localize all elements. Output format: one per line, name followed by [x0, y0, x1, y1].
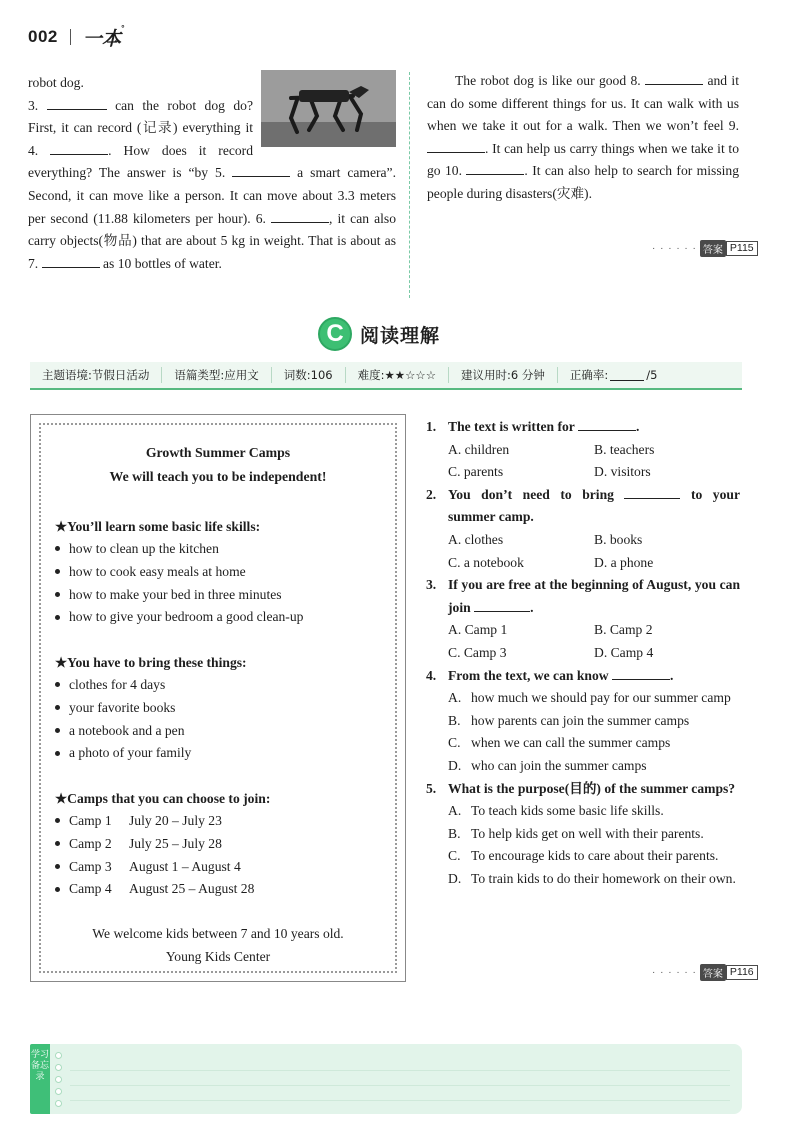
- brand-logo: 一本°: [82, 23, 125, 50]
- ad-dotted-border: [39, 423, 397, 973]
- option[interactable]: C. parents: [448, 464, 504, 480]
- header-divider: [70, 29, 71, 45]
- blank-7: [42, 254, 100, 268]
- question-2: 2. You don’t need to bring to your summer camp.: [426, 486, 740, 525]
- question-1-options: [426, 439, 740, 484]
- camps-heading: ★Camps that you can choose to join:: [55, 791, 271, 806]
- question-4: 4. From the text, we can know .: [426, 667, 674, 683]
- cloze-passage-left: [28, 72, 396, 275]
- page-header: [28, 22, 125, 52]
- robot-dog-photo: [261, 70, 396, 147]
- summer-camp-ad: [30, 414, 406, 982]
- option[interactable]: A. To teach kids some basic life skills.: [448, 803, 664, 819]
- list-item: how to clean up the kitchen: [55, 538, 303, 561]
- blank-8: [645, 71, 703, 85]
- answer-page: P116: [726, 965, 758, 980]
- ad-footer-org: Young Kids Center: [165, 949, 271, 964]
- info-genre: 语篇类型:应用文: [162, 367, 271, 383]
- info-time: 建议用时:6 分钟: [449, 367, 558, 383]
- answer-page: P115: [726, 241, 758, 256]
- list-item: your favorite books: [55, 697, 247, 720]
- option[interactable]: A. Camp 1: [448, 622, 508, 638]
- answer-ref-p116[interactable]: · · · · · · 答案 P116: [652, 964, 758, 981]
- question-2-options: [426, 529, 740, 574]
- column-divider: [409, 72, 410, 298]
- reading-info-bar: [30, 362, 742, 390]
- option[interactable]: D. To train kids to do their homework on their own.: [448, 870, 736, 886]
- info-words: 词数:106: [272, 367, 346, 383]
- cloze-line-1: robot dog.: [28, 75, 84, 90]
- camp-row: Camp 3 August 1 – August 4: [55, 856, 270, 879]
- page-number: 002: [28, 27, 58, 46]
- cloze-passage-right: The robot dog is like our good 8. and it can do some different things for us. It can walk with us when we take it out for a walk. Then we won’t feel 9. . It can help us carry things when we take it to go 10. . It can also help to search for missing people during disasters(灾难).: [427, 73, 739, 201]
- section-heading: 阅读理解: [360, 324, 441, 347]
- option[interactable]: B. how parents can join the summer camps: [448, 712, 690, 728]
- camp-row: Camp 4 August 25 – August 28: [55, 878, 270, 901]
- info-accuracy: 正确率: /5: [569, 368, 658, 382]
- option[interactable]: C. Camp 3: [448, 644, 507, 660]
- section-badge: C: [318, 317, 352, 351]
- ad-skills-section: [55, 515, 303, 629]
- ad-footer-welcome: We welcome kids between 7 and 10 years old.: [92, 926, 344, 941]
- list-item: a photo of your family: [55, 742, 247, 765]
- section-title: [318, 317, 440, 351]
- blank-5: [232, 163, 290, 177]
- option[interactable]: C. when we can call the summer camps: [448, 735, 671, 751]
- option[interactable]: A. how much we should pay for our summer camp: [448, 690, 731, 706]
- camp-row: Camp 1 July 20 – July 23: [55, 810, 270, 833]
- option[interactable]: B. Camp 2: [594, 622, 653, 638]
- option[interactable]: B. books: [594, 531, 643, 547]
- option[interactable]: D. Camp 4: [594, 644, 654, 660]
- list-item: clothes for 4 days: [55, 674, 247, 697]
- cloze-paragraph-2: 3. can the robot dog do? First, it can record (记录) everything it 4. . How does it record everything? The answer is “by 5. a smart camera”. Second, it can move like a person. It can move about 3.3 meters per second (11.88 kilometers per hour). 6. , it can also carry objects(物品) that are about 5 kg in weight. That is about as 7. as 10 bottles of water.: [28, 97, 396, 271]
- option[interactable]: B. To help kids get on well with their parents.: [448, 825, 704, 841]
- answer-label: 答案: [700, 964, 726, 981]
- option[interactable]: D. visitors: [594, 464, 651, 480]
- list-item: how to make your bed in three minutes: [55, 584, 303, 607]
- note-holes: [55, 1052, 62, 1112]
- ad-title: Growth Summer Camps: [145, 445, 291, 460]
- blank-9: [427, 139, 485, 153]
- option[interactable]: B. teachers: [594, 441, 655, 457]
- blank-3: [47, 96, 107, 110]
- question-3: 3. If you are free at the beginning of August, you can join .: [426, 577, 740, 615]
- note-lines: [70, 1056, 730, 1101]
- study-notes-bar[interactable]: [30, 1044, 742, 1114]
- list-item: a notebook and a pen: [55, 720, 247, 743]
- notes-tab: 学习备忘录: [30, 1044, 50, 1114]
- blank-6: [271, 209, 329, 223]
- info-difficulty: 难度:★★☆☆☆: [346, 367, 449, 383]
- ad-bring-section: [55, 651, 247, 765]
- option[interactable]: C. a notebook: [448, 554, 524, 570]
- question-5: 5. What is the purpose(目的) of the summer camps?: [426, 780, 736, 796]
- info-theme: 主题语境:节假日活动: [30, 367, 162, 383]
- list-item: how to cook easy meals at home: [55, 561, 303, 584]
- option[interactable]: D. who can join the summer camps: [448, 757, 647, 773]
- blank-10: [466, 161, 524, 175]
- camp-row: Camp 2 July 25 – July 28: [55, 833, 270, 856]
- question-3-options: [426, 619, 740, 664]
- option[interactable]: A. clothes: [448, 531, 504, 547]
- question-1: 1. The text is written for .: [426, 419, 640, 434]
- ad-camps-section: [55, 787, 270, 901]
- answer-label: 答案: [700, 240, 726, 257]
- skills-heading: ★You’ll learn some basic life skills:: [55, 519, 261, 534]
- accuracy-blank[interactable]: [610, 369, 644, 381]
- option[interactable]: A. children: [448, 441, 510, 457]
- option[interactable]: D. a phone: [594, 554, 654, 570]
- ad-subtitle: We will teach you to be independent!: [109, 469, 327, 484]
- question-list: [426, 416, 740, 890]
- bring-heading: ★You have to bring these things:: [55, 655, 247, 670]
- answer-ref-p115[interactable]: · · · · · · 答案 P115: [652, 240, 758, 257]
- option[interactable]: C. To encourage kids to care about their parents.: [448, 848, 719, 864]
- blank-4: [50, 141, 108, 155]
- list-item: how to give your bedroom a good clean-up: [55, 606, 303, 629]
